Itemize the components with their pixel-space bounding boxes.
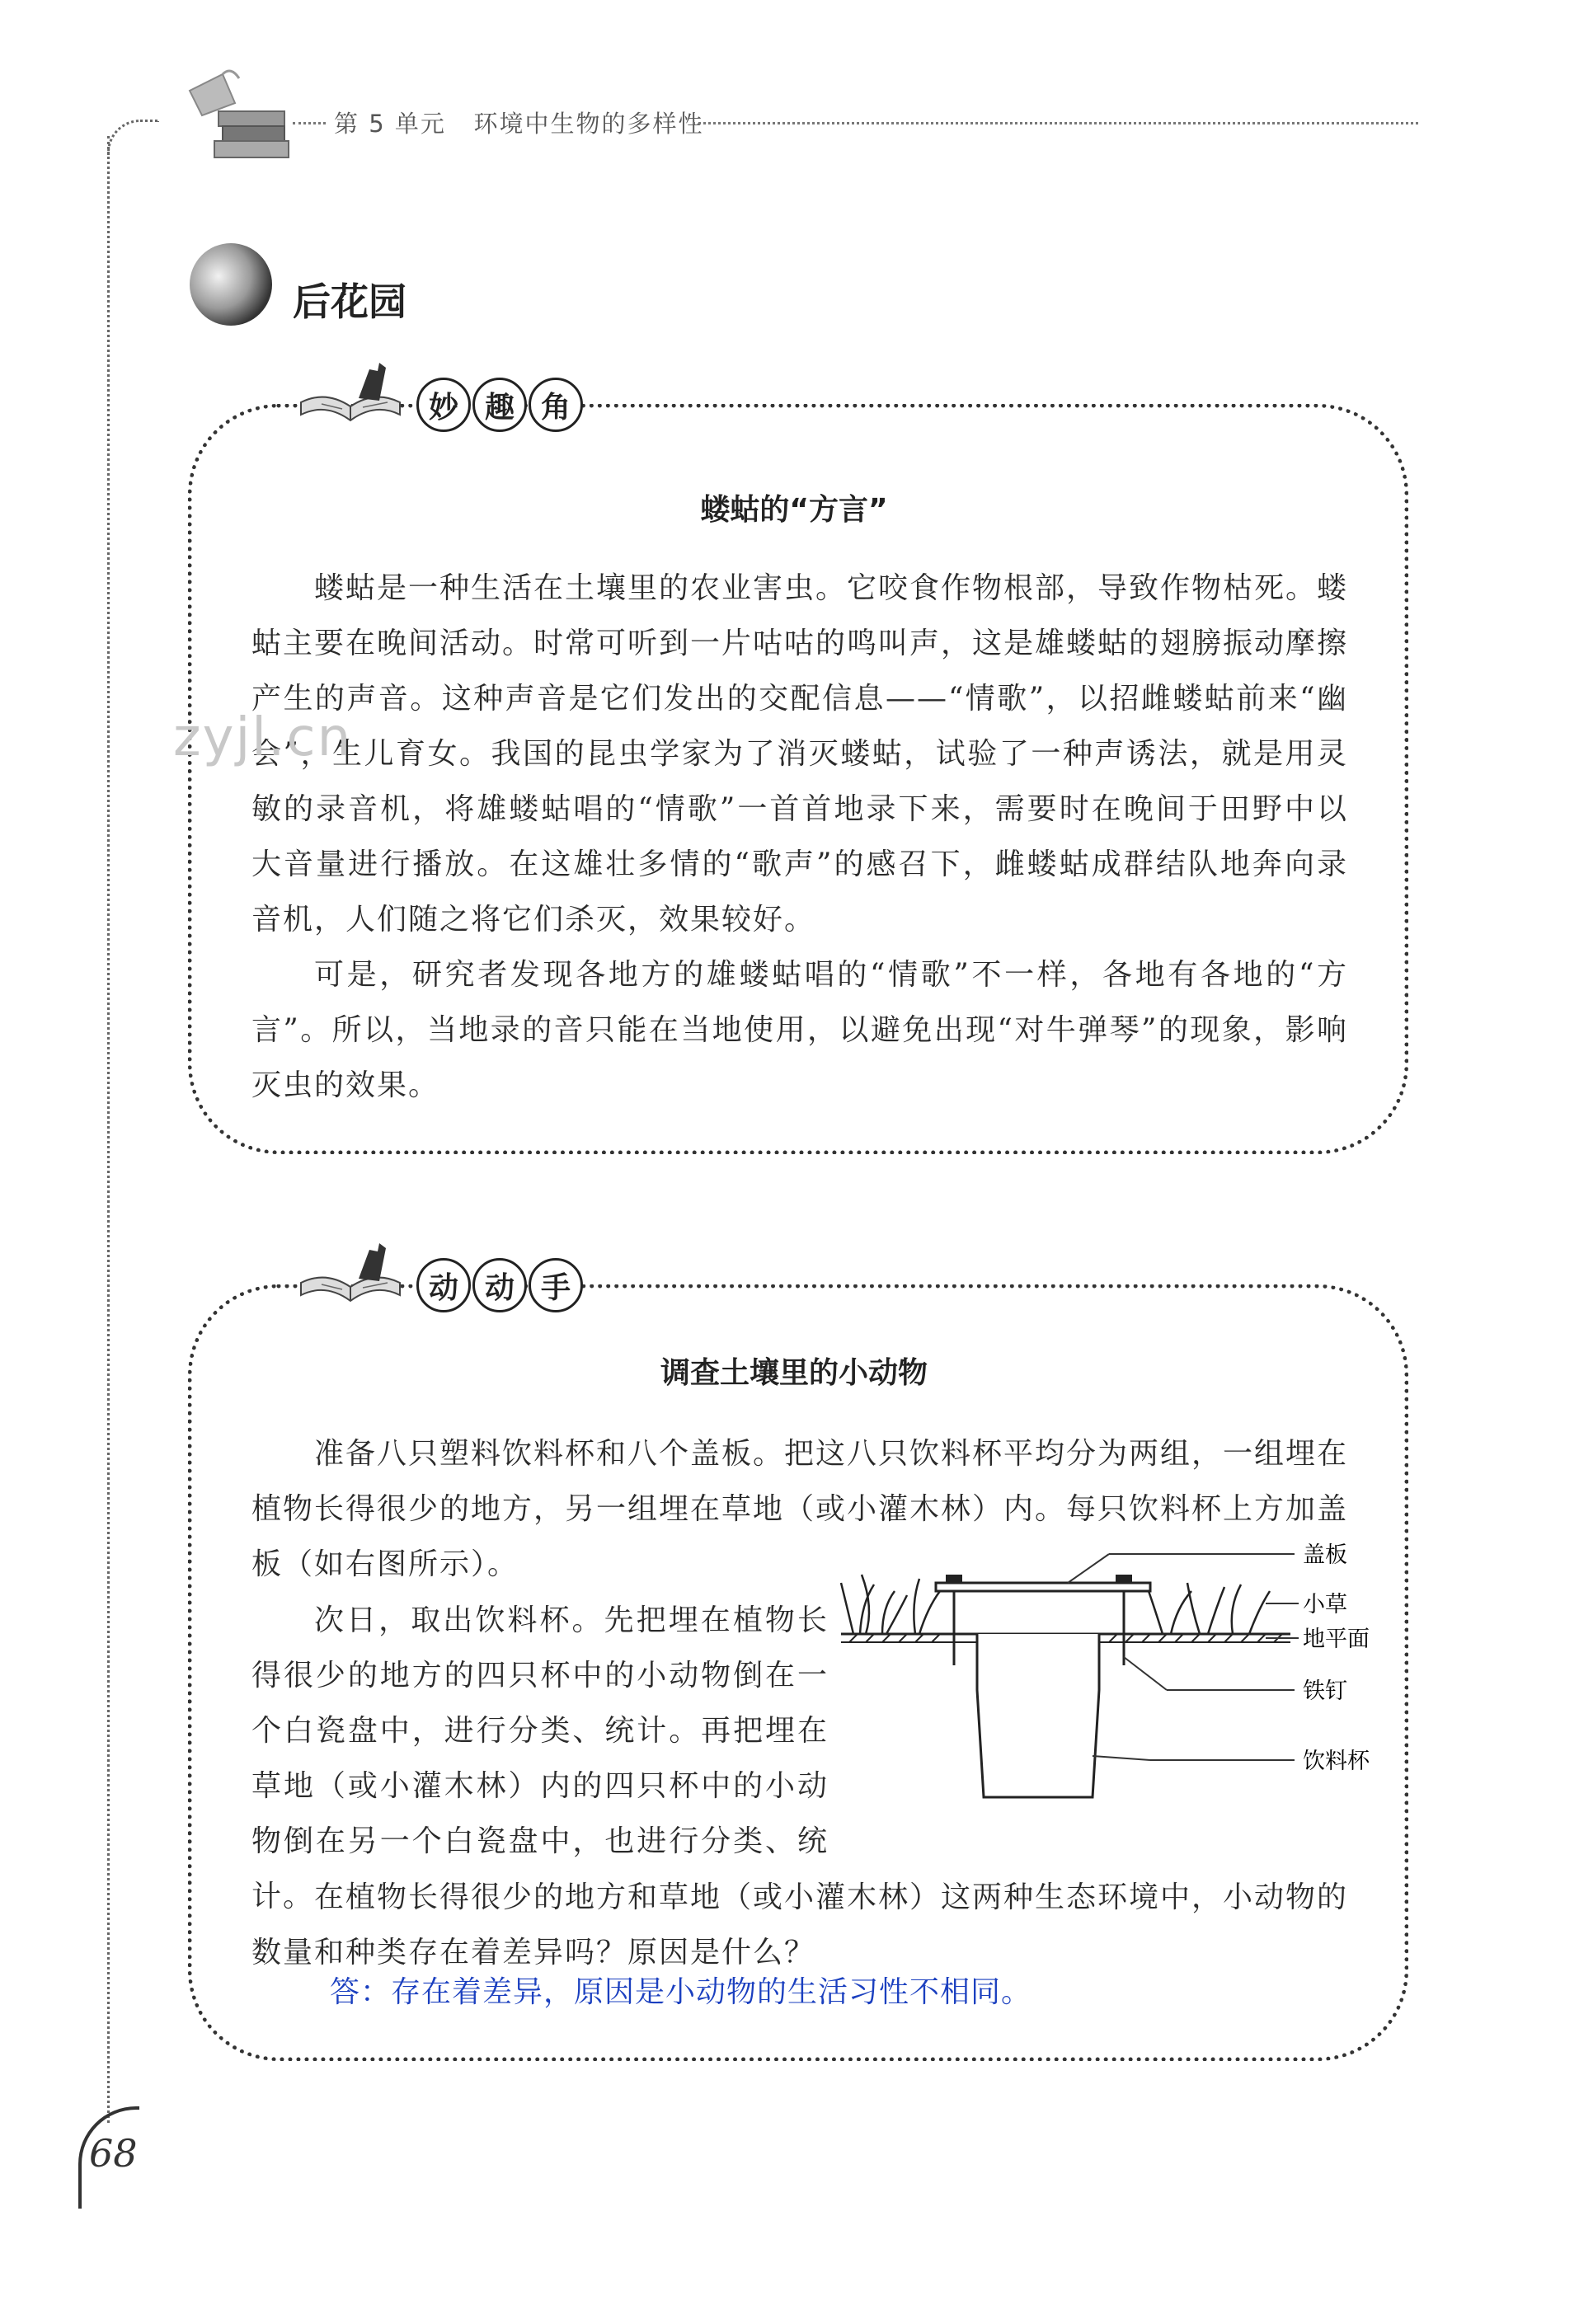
header-rule-left [293,122,326,124]
box2-paragraph-3: 在植物长得很少的地方和草地（或小灌木林）这两种生态环境中，小动物的数量和种类存在着差异吗？原因是什么？ [251,1880,1349,1970]
page-number: 68 [89,2131,138,2176]
header-topic: 环境中生物的多样性 [473,110,704,138]
margin-rule [107,136,110,2123]
box2-para3-wrap [251,1870,1348,1980]
box1-title: 蝼蛄的“方言” [700,493,888,527]
tag-char: 妙 [416,378,471,432]
open-book-icon [297,353,404,427]
watermark: zyjl.cn [173,707,353,768]
pitfall-trap-diagram [837,1525,1381,1822]
box1-body [251,561,1348,1113]
box1-paragraph: 可是，研究者发现各地方的雄蝼蛄唱的“情歌”不一样，各地有各地的“方言”。所以，当地录的音只能在当地使用，以避免出现“对牛弹琴”的现象，影响灭虫的效果。 [251,958,1348,1102]
box2-title: 调查土壤里的小动物 [660,1356,928,1390]
tag-char: 动 [416,1258,471,1312]
tag-char: 动 [472,1258,527,1312]
globe-icon [186,239,276,330]
running-header [334,106,704,139]
box2-paragraph-1: 准备八只塑料饮料杯和八个盖板。把这八只饮料杯平均分为两组，一组埋在植物长得很少的地方，另一组埋在草地（或小灌木林）内。每只饮料杯上方加盖板（如右图所示）。 [251,1437,1349,1581]
hands-on-tag [416,1258,583,1312]
label-grass: 小草 [1303,1592,1347,1617]
label-cover: 盖板 [1303,1542,1347,1568]
label-ground: 地平面 [1303,1627,1370,1652]
header-books-icon [173,66,297,165]
header-rule-right [693,122,1418,124]
margin-curve [107,120,159,155]
tag-char: 角 [529,378,583,432]
tag-char: 趣 [472,378,527,432]
tag-char: 手 [529,1258,583,1312]
open-book-icon [297,1233,404,1308]
header-unit: 第 5 单元 [334,110,446,138]
label-cup: 饮料杯 [1303,1749,1370,1774]
box1-paragraph: 蝼蛄是一种生活在土壤里的农业害虫。它咬食作物根部，导致作物枯死。蝼蛄主要在晚间活动。时常可听到一片咕咕的鸣叫声，这是雄蝼蛄的翅膀振动摩擦产生的声音。这种声音是它们发出的交配信息——“情歌”，以招雌蝼蛄前来“幽会”，生儿育女。我国的昆虫学家为了消灭蝼蛄，试验了一种声诱法，就是用灵敏的录音机，将雄蝼蛄唱的“情歌”一首首地录下来，需要时在晚间于田野中以大音量进行播放。在这雄壮多情的“歌声”的感召下，雌蝼蛄成群结队地奔向录音机，人们随之将它们杀灭，效果较好。 [251,571,1349,937]
fun-corner-tag [416,378,583,432]
box2-paragraph-2: 次日，取出饮料杯。先把埋在植物长得很少的地方的四只杯中的小动物倒在一个白瓷盘中，进行分类、统计。再把埋在草地（或小灌木林）内的四只杯中的小动物倒在另一个白瓷盘中，也进行分类、统计。 [251,1603,829,1913]
section-title: 后花园 [293,279,406,324]
answer-text: 答：存在着差异，原因是小动物的生活习性不相同。 [330,1975,1032,2009]
label-nail: 铁钉 [1303,1678,1347,1704]
